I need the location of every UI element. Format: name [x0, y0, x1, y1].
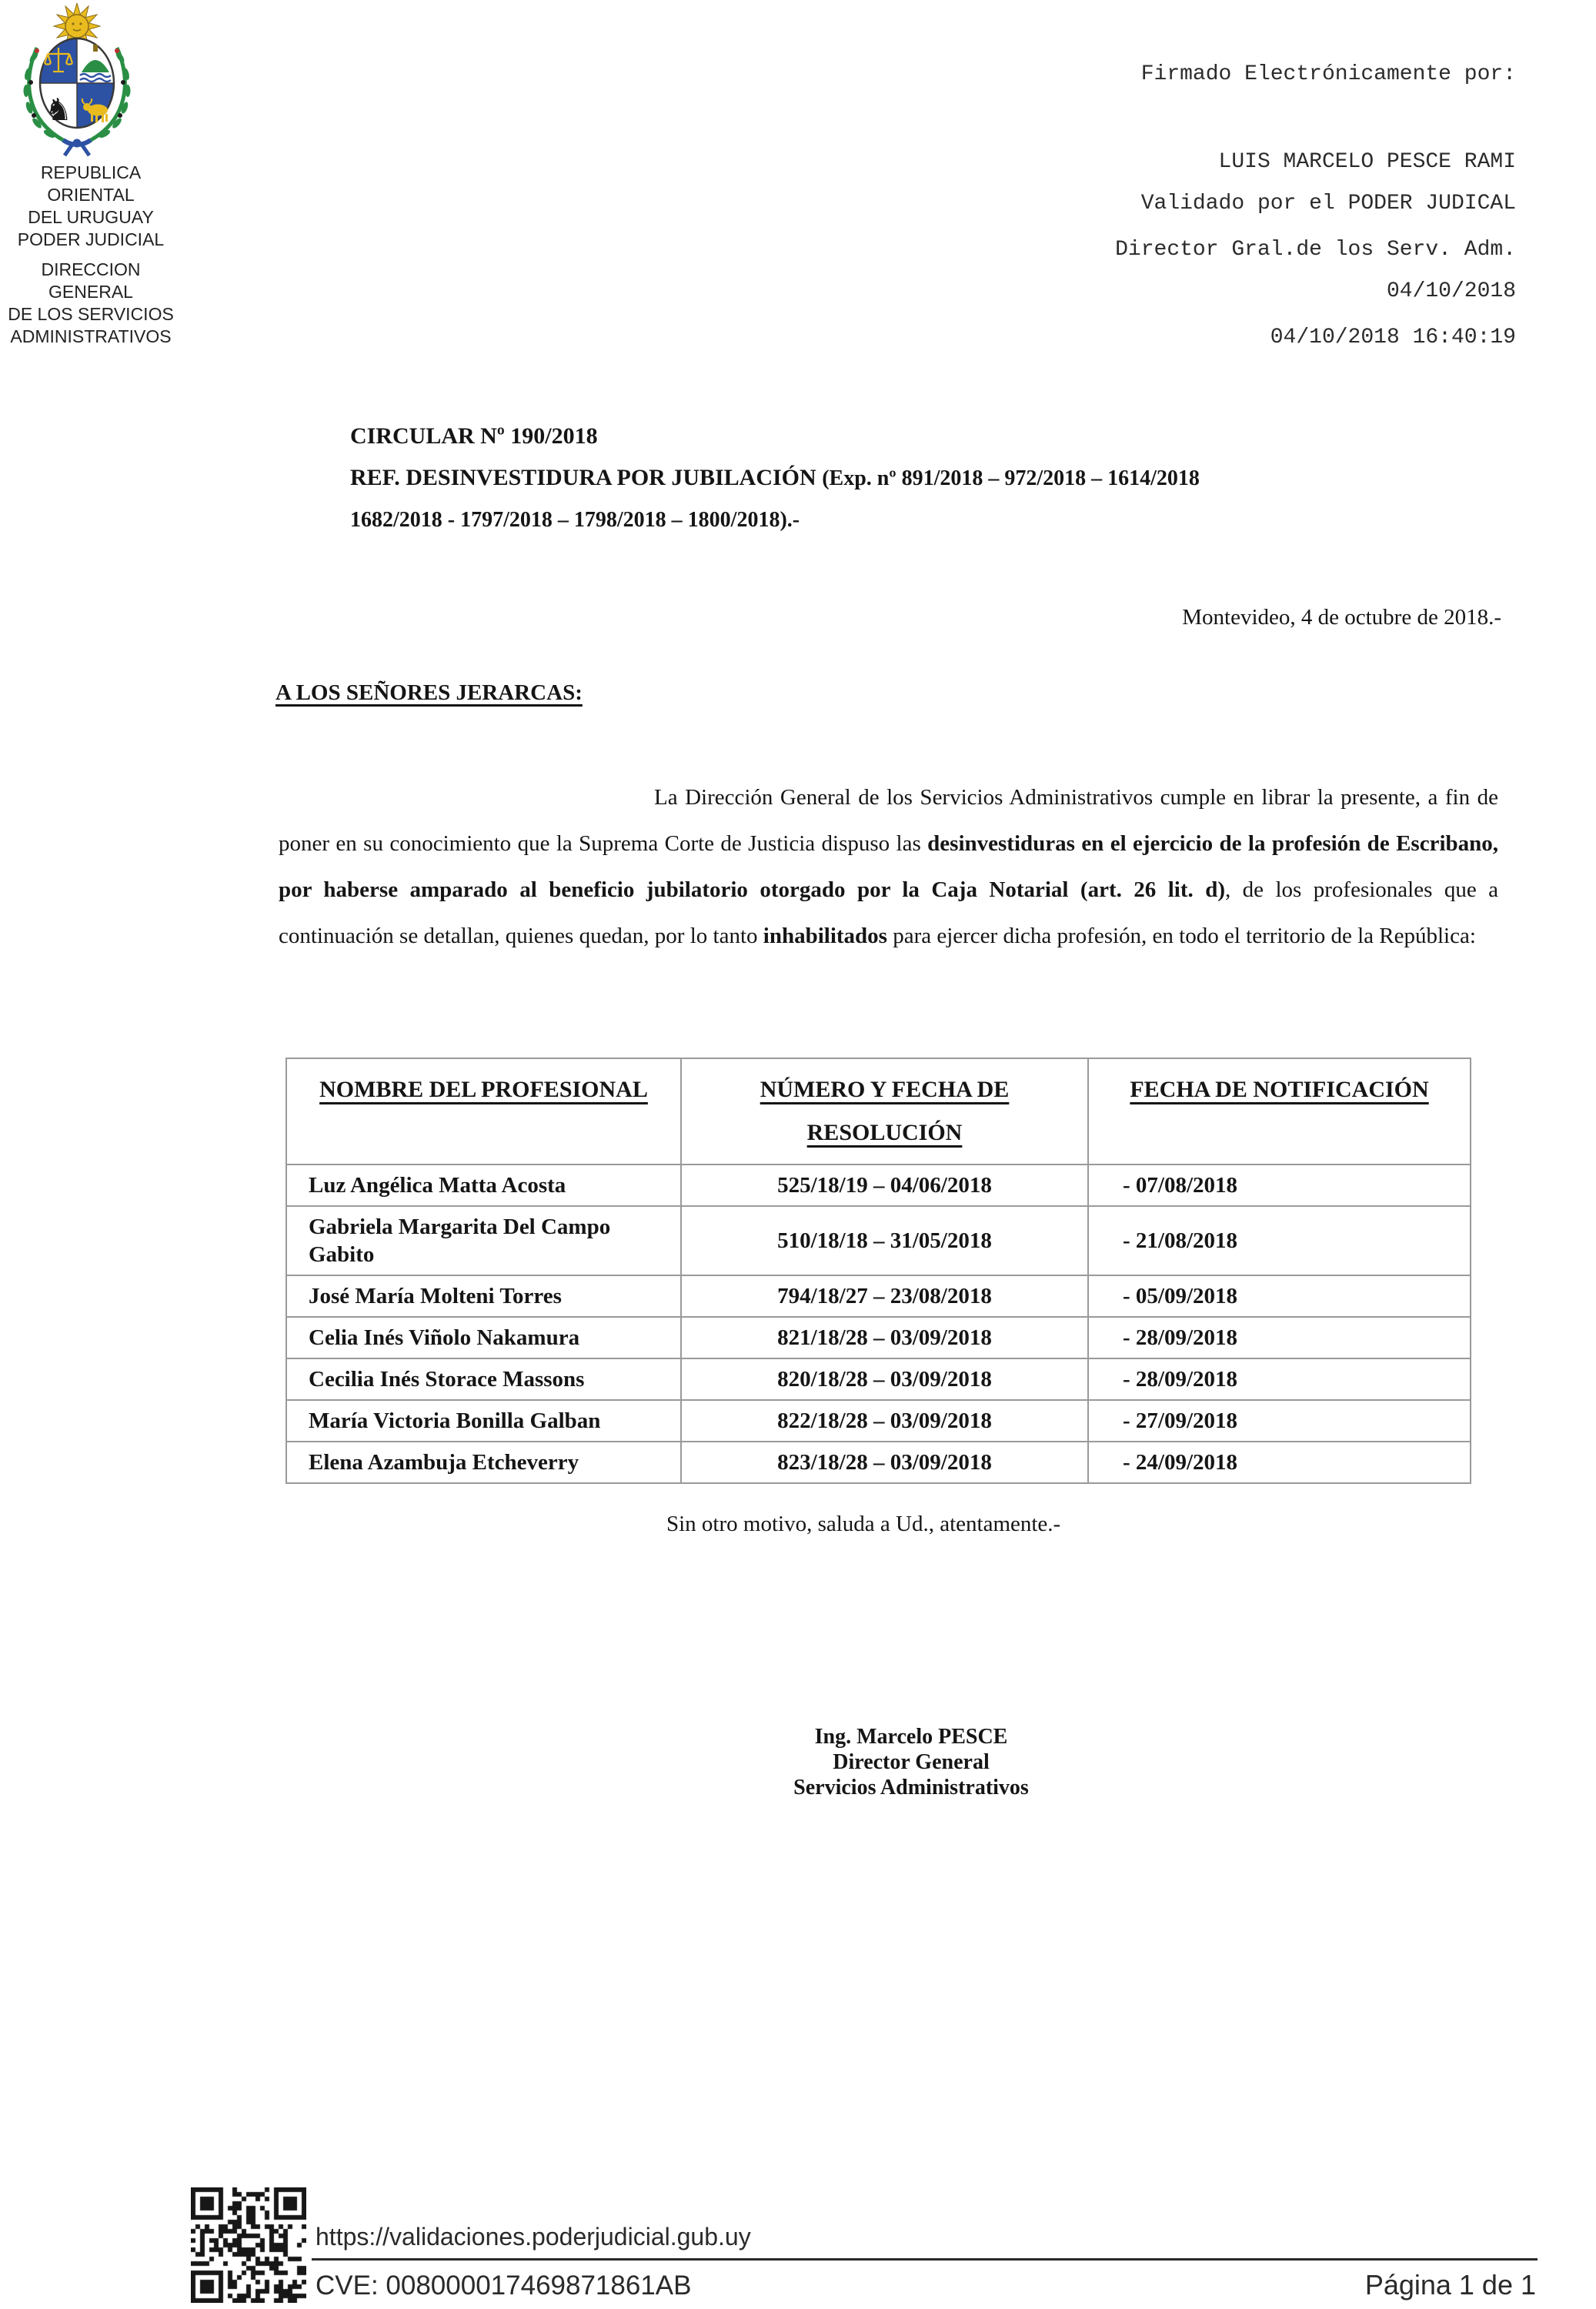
body-text: para ejercer dicha profesión, en todo el territorio de la República:	[886, 924, 1476, 948]
notification-date: - 24/09/2018	[1088, 1442, 1471, 1483]
letterhead-organization	[0, 162, 182, 251]
resolution-number-date: 821/18/28 – 03/09/2018	[681, 1317, 1088, 1358]
resolution-number-date: 822/18/28 – 03/09/2018	[681, 1400, 1088, 1442]
header-notification-date: FECHA DE NOTIFICACIÓN	[1088, 1058, 1471, 1165]
notification-date: - 27/09/2018	[1088, 1400, 1471, 1442]
notification-date: - 05/09/2018	[1088, 1275, 1471, 1317]
table-row	[286, 1400, 1471, 1442]
cve-code: CVE: 008000017469871861AB	[316, 2271, 692, 2301]
uruguay-coat-of-arms-icon	[18, 3, 135, 159]
notification-date: - 28/09/2018	[1088, 1358, 1471, 1400]
dept-line: DE LOS SERVICIOS	[8, 304, 174, 324]
circular-number: CIRCULAR Nº 190/2018	[350, 423, 598, 449]
dept-line: DIRECCION GENERAL	[41, 259, 141, 302]
header-resolution: NÚMERO Y FECHA DE RESOLUCIÓN	[681, 1058, 1088, 1165]
table-row	[286, 1358, 1471, 1400]
resolution-number-date: 794/18/27 – 23/08/2018	[681, 1275, 1088, 1317]
resolution-number-date: 823/18/28 – 03/09/2018	[681, 1442, 1088, 1483]
stamp-line: 04/10/2018	[1386, 279, 1516, 303]
closing-line: Sin otro motivo, saluda a Ud., atentamente.-	[666, 1512, 1061, 1536]
letterhead-department	[0, 259, 182, 348]
body-text-bold: inhabilitados	[763, 924, 887, 948]
stamp-line: Director Gral.de los Serv. Adm.	[1115, 238, 1516, 262]
resolution-number-date: 820/18/28 – 03/09/2018	[681, 1358, 1088, 1400]
validation-stamp	[1141, 131, 1516, 365]
qr-code	[191, 2187, 306, 2303]
professional-name: Gabriela Margarita Del Campo Gabito	[286, 1206, 681, 1275]
professionals-table	[285, 1058, 1471, 1484]
org-line: REPUBLICA ORIENTAL	[40, 162, 142, 205]
svg-text:♞: ♞	[45, 92, 72, 128]
reference-expedients: (Exp. nº 891/2018 – 972/2018 – 1614/2018	[822, 466, 1200, 490]
body-text: , de los profesionales que a continuación se detallan, quienes quedan, por lo tanto	[279, 877, 1498, 948]
stamp-line: LUIS MARCELO PESCE RAMI	[1218, 150, 1516, 174]
table-row	[286, 1275, 1471, 1317]
header-professional-name: NOMBRE DEL PROFESIONAL	[286, 1058, 681, 1165]
signer-name: Ing. Marcelo PESCE	[814, 1725, 1008, 1749]
footer-divider	[312, 2258, 1538, 2261]
salutation: A LOS SEÑORES JERARCAS:	[275, 680, 583, 705]
professional-name: Elena Azambuja Etcheverry	[286, 1442, 681, 1483]
org-line: DEL URUGUAY	[28, 207, 154, 227]
notification-date: - 28/09/2018	[1088, 1317, 1471, 1358]
professional-name: María Victoria Bonilla Galban	[286, 1400, 681, 1442]
org-line: PODER JUDICIAL	[17, 229, 165, 249]
document-heading	[350, 416, 1466, 541]
body-text-bold: desinvestiduras en el ejercicio de la profesión de Escribano, por haberse amparado al beneficio jubilatorio otorgado por la Caja Notarial (art. 26 lit. d)	[279, 831, 1499, 902]
dateline: Montevideo, 4 de octubre de 2018.-	[1182, 605, 1501, 630]
professional-name: José María Molteni Torres	[286, 1275, 681, 1317]
table-row	[286, 1206, 1471, 1275]
table-row	[286, 1442, 1471, 1483]
stamp-line: Validado por el PODER JUDICAL	[1140, 192, 1516, 216]
professional-name: Celia Inés Viñolo Nakamura	[286, 1317, 681, 1358]
professional-name: Cecilia Inés Storace Massons	[286, 1358, 681, 1400]
table-header-row	[286, 1058, 1471, 1165]
page-indicator: Página 1 de 1	[1364, 2269, 1536, 2301]
signer-title: Director General	[833, 1750, 990, 1774]
reference-title: REF. DESINVESTIDURA POR JUBILACIÓN	[350, 465, 816, 490]
body-paragraph	[279, 774, 1498, 959]
stamp-line: Firmado Electrónicamente por:	[1140, 62, 1516, 86]
notification-date: - 07/08/2018	[1088, 1165, 1471, 1206]
notification-date: - 21/08/2018	[1088, 1206, 1471, 1275]
professional-name: Luz Angélica Matta Acosta	[286, 1165, 681, 1206]
body-text: La Dirección General de los Servicios Administrativos cumple en librar la presente, a fin de poner en su conocimiento que la Suprema Corte de Justicia dispuso las	[279, 785, 1498, 856]
resolution-number-date: 510/18/18 – 31/05/2018	[681, 1206, 1088, 1275]
resolution-number-date: 525/18/19 – 04/06/2018	[681, 1165, 1088, 1206]
validation-url: https://validaciones.poderjudicial.gub.uy	[316, 2223, 751, 2251]
signer-title: Servicios Administrativos	[793, 1776, 1029, 1799]
dept-line: ADMINISTRATIVOS	[10, 326, 172, 346]
reference-line	[350, 457, 1466, 500]
table-row	[286, 1317, 1471, 1358]
reference-expedients-2: 1682/2018 - 1797/2018 – 1798/2018 – 1800/2018).-	[350, 508, 800, 532]
signature-block	[680, 1724, 1142, 1800]
stamp-line: 04/10/2018 16:40:19	[1270, 326, 1516, 349]
table-row	[286, 1165, 1471, 1206]
